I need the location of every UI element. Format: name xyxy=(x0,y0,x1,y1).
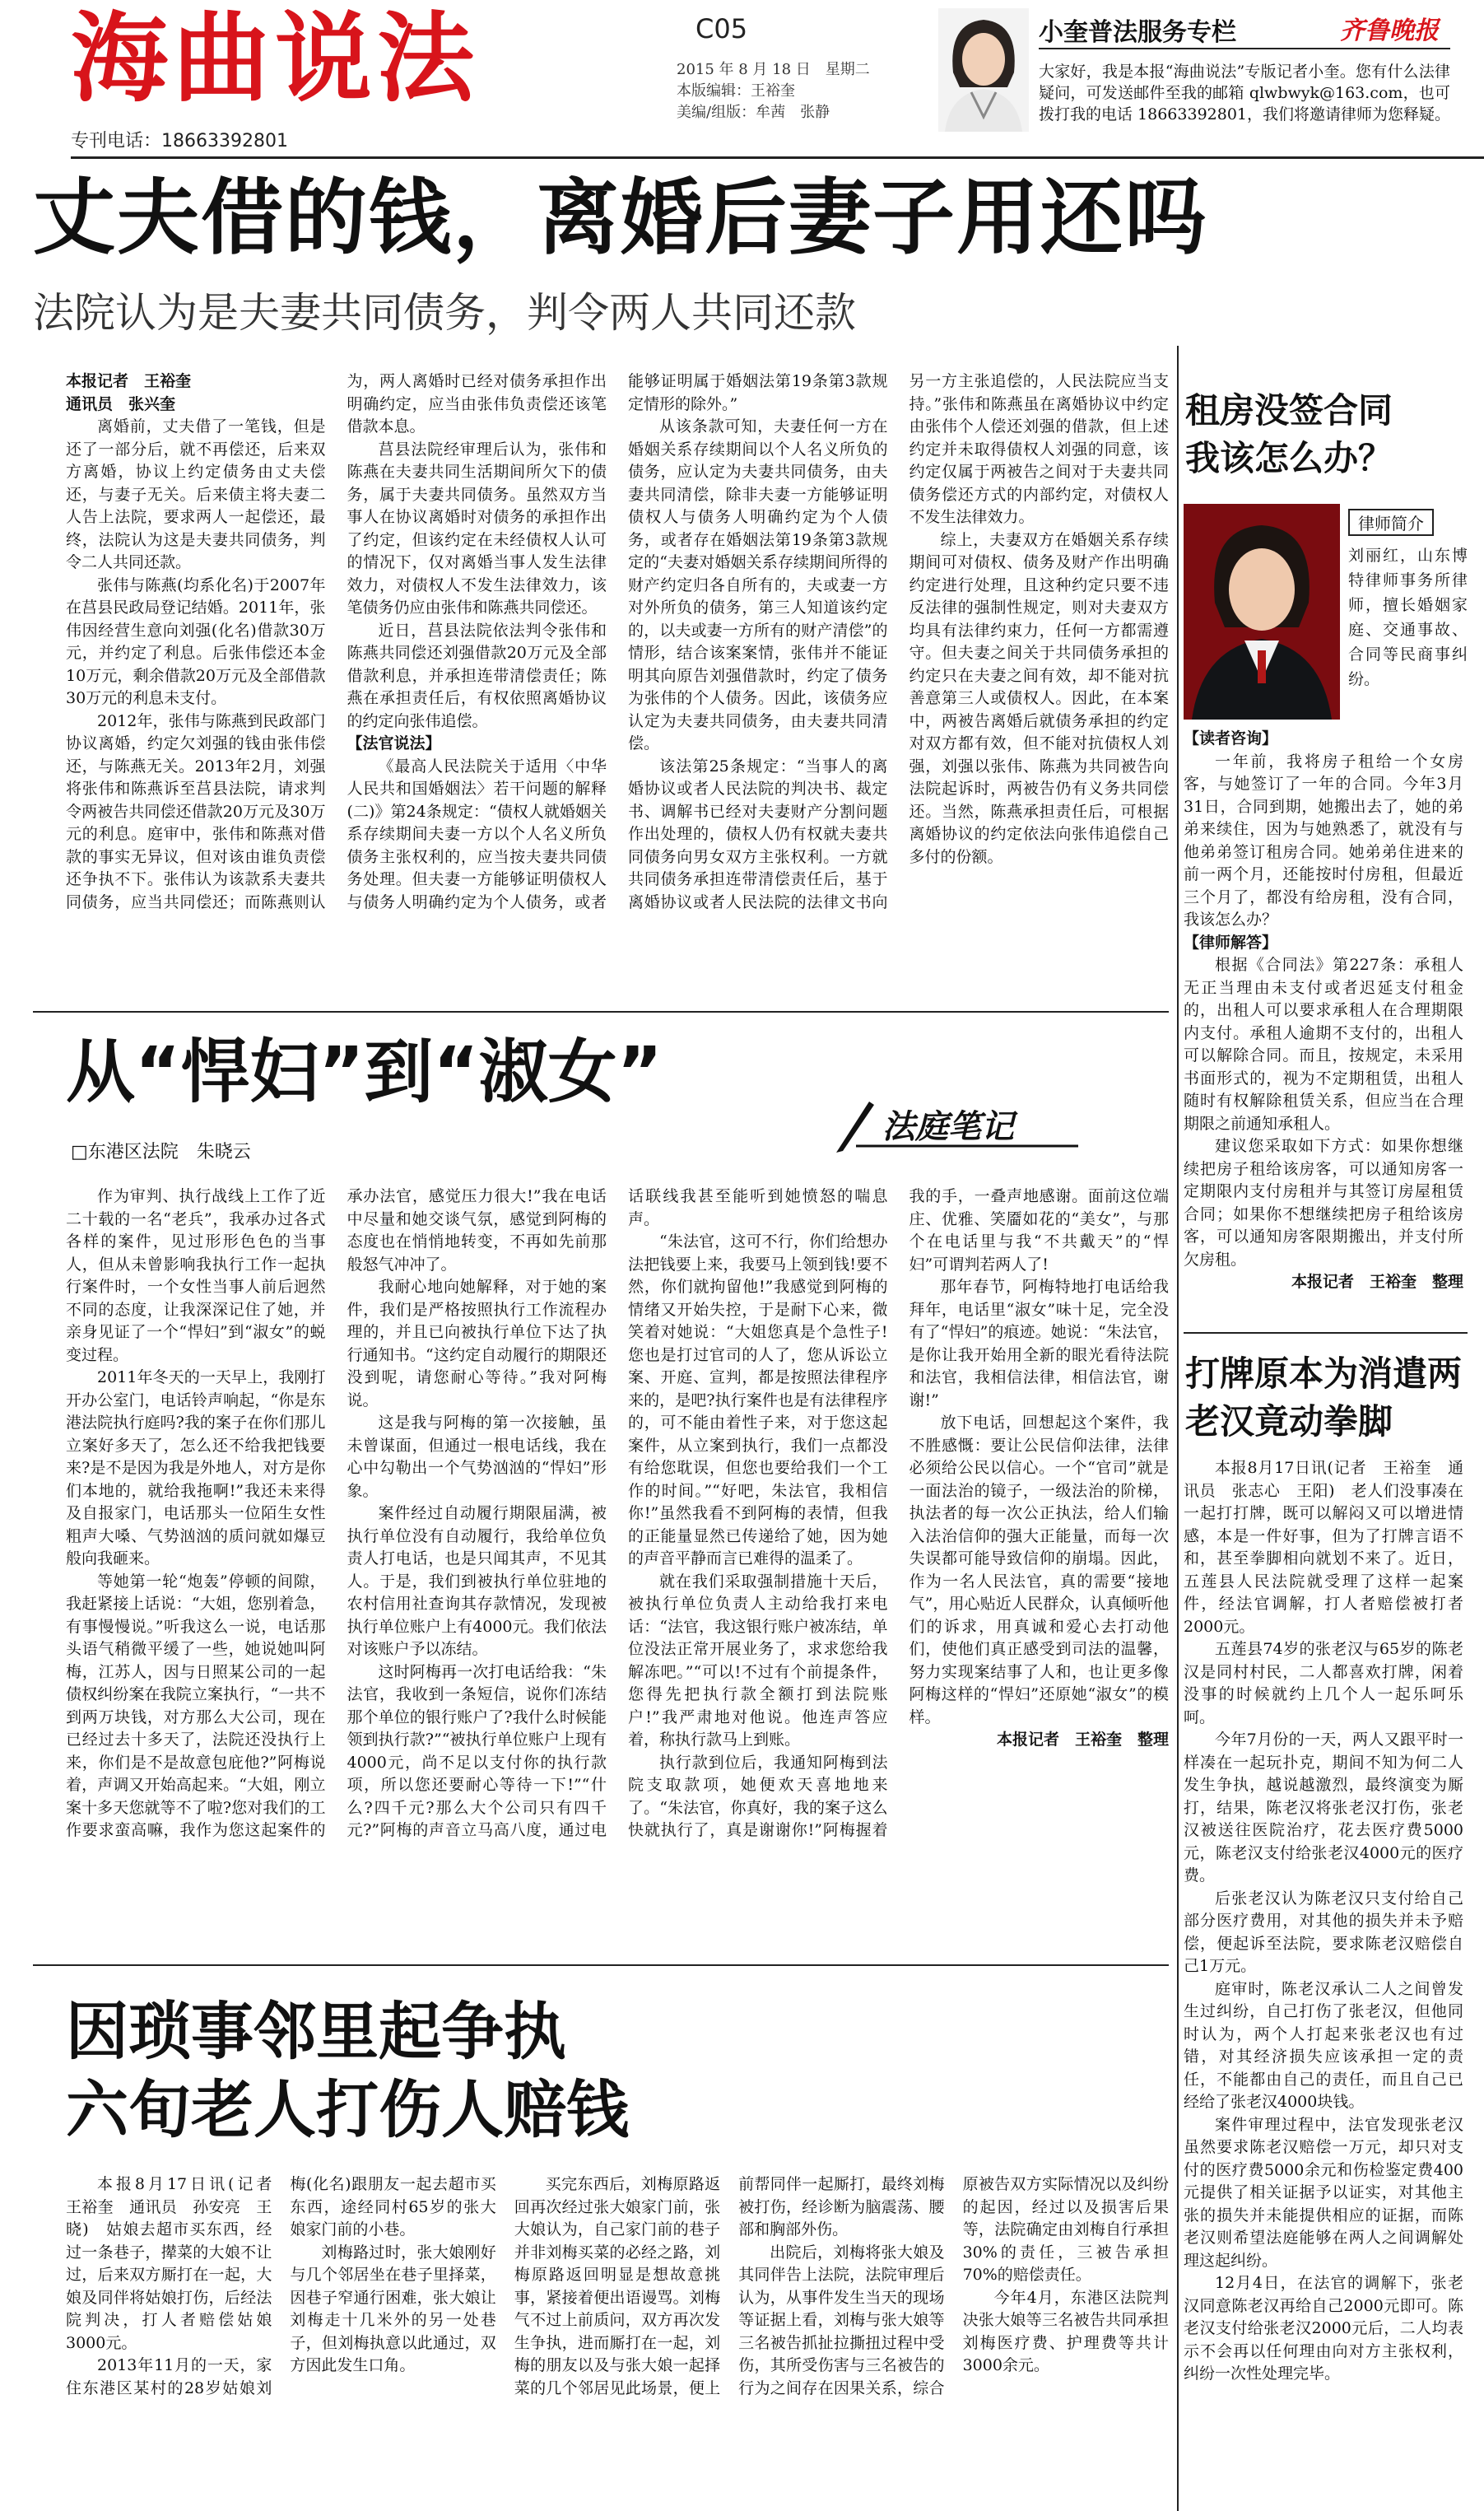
paragraph: 作为审判、执行战线上工作了近二十载的一名“老兵”，我承办过各式各样的案件，见过形形色色的当事人，但从未曾影响我执行工作一起执行案件时，一个女性当事人前后迥然不同的态度，让我深深记住了她，并亲身见证了一个“悍妇”到“淑女”的蜕变过程。 xyxy=(66,1187,326,1364)
divider xyxy=(33,1964,1169,1966)
sidebar-title: 打牌原本为消遣两老汉竟动拳脚 xyxy=(1185,1353,1463,1442)
paragraph: 这时阿梅再一次打电话给我：“朱法官，我收到一条短信，说你们冻结那个单位的银行账户了?我什么时候能领到执行款?”“被执行单位账户上现有4000元，尚不足以支付你的执行款项，所以您还要耐心等待一下!”“什么?四千元?那么大个公司只有四千元?”阿梅的声音立马高八度，通过电话联线我甚至能听到她愤怒的喘息声。 xyxy=(347,1187,888,1839)
paragraph: 2013年11月的一天，家住东港区某村的28岁姑娘刘梅(化名)跟朋友一起去超市买东西，途经同村65岁的张大娘家门前的小巷。 xyxy=(66,2175,496,2397)
paragraph: 庭审时，陈老汉承认二人之间曾发生过纠纷，自己打伤了张老汉，但他同时认为，两个人打起来张老汉也有过错，对其经济损失应该承担一定的责任，不能都由自己的责任，而且自己已经给了张老汉4000块钱。 xyxy=(1184,1979,1463,2111)
paragraph: 莒县法院经审理后认为，张伟和陈燕在夫妻共同生活期间所欠下的债务，属于夫妻共同债务。虽然双方当事人在协议离婚时对债务的承担作出了约定，但该约定在未经债权人认可的情况下，仅对离婚当事人发生法律效力，对债权人不发生法律效力，该笔债务仍应由张伟和陈燕共同偿还。 xyxy=(347,440,607,617)
paragraph: 执行款到位后，我通知阿梅到法院支取款项，她便欢天喜地地来了。“朱法官，你真好，我的案子这么快就执行了，真是谢谢你!”阿梅握着我的手，一叠声地感谢。面前这位端庄、优雅、笑靥如花的“美女”，与那个在电话里与我“不共戴天”的“悍妇”可谓判若两人了! xyxy=(628,1187,1169,1839)
sidebar-title: 租房没签合同我该怎么办？ xyxy=(1185,390,1393,478)
lead: 本报8月17日讯(记者 王裕奎 通讯员 张志心 王阳) 老人们没事凑在一起打打牌，既可以解闷又可以增进情感，本是一件好事，但为了打牌言语不和，甚至拳脚相向就划不来了。近日，五莲县人民法院就受理了这样一起案件，经法官调解，打人者赔偿被打者2000元。 xyxy=(1184,1459,1463,1636)
sidebar-qa xyxy=(1184,728,1463,1294)
answer: 建议您采取如下方式：如果你想继续把房子租给该房客，可以通知房客一定期限内支付房租并与其签订房屋租赁合同；如果你不想继续把房子租给该房客，可以通知房客限期搬出，并支付所欠房租。 xyxy=(1184,1137,1463,1269)
paragraph: 从该条款可知，夫妻任何一方在婚姻关系存续期间以个人名义所负的债务，应认定为夫妻共同债务，由夫妻共同清偿，除非夫妻一方能够证明债权人与债务人明确约定为个人债务，或者存在婚姻法第19条第3款规定的“夫妻对婚姻关系存续期间所得的财产约定归各自所有的，夫或妻一方对外所负的债务，第三人知道该约定的，以夫或妻一方所有的财产清偿”的情形，结合该案案情，张伟并不能证明其向原告刘强借款时，约定了债务为张伟的个人债务。因此，该债务应认定为夫妻共同债务，由夫妻共同清偿。 xyxy=(628,417,888,752)
divider xyxy=(1039,48,1450,49)
paragraph: 12月4日，在法官的调解下，张老汉同意陈老汉再给自己2000元即可。陈老汉支付给张老汉2000元后，二人均表示不会再以任何理由向对方主张权利，纠纷一次性处理完毕。 xyxy=(1184,2274,1463,2383)
answer-label: 【律师解答】 xyxy=(1184,933,1278,952)
answer: 根据《合同法》第227条：承租人无正当理由未支付或者迟延支付租金的，出租人可以要求承租人在合理期限内支付。承租人逾期不支付的，出租人可以解除合同。而且，按规定，未采用书面形式的，视为不定期租赁，出租人随时有权解除租赁关系，但应当在合理期限之前通知承租人。 xyxy=(1184,956,1463,1133)
main-article xyxy=(66,370,1169,996)
paragraph: 今年7月份的一天，两人又跟平时一样凑在一起玩扑克，期间不知为何二人发生争执，越说越激烈，最终演变为厮打，结果，陈老汉将张老汉打伤，张老汉被送往医院治疗，花去医疗费5000元，陈老汉支付给张老汉4000元的医疗费。 xyxy=(1184,1731,1463,1884)
lawyer-intro: 刘丽红，山东博特律师事务所律师，擅长婚姻家庭、交通事故、合同等民商事纠纷。 xyxy=(1348,547,1468,688)
issue-date: 2015 年 8 月 18 日 星期二 xyxy=(677,61,870,78)
column-intro: 大家好，我是本报“海曲说法”专版记者小奎。您有什么法律疑问，可发送邮件至我的邮箱 qlwbwyk@163.com，也可拨打我的电话 18663392801，我们将邀请律师为您释疑。 xyxy=(1039,63,1451,123)
paragraph: 案件审理过程中，法官发现张老汉虽然要求陈老汉赔偿一万元，却只对支付的医疗费5000余元和伤检鉴定费400元提供了相关证据予以证实，对其他主张的损失并未能提供相应的证据，而陈老汉则希望法庭能够在两人之间调解处理这起纠纷。 xyxy=(1184,2115,1463,2270)
lead: 本报8月17日讯(记者 王裕奎 通讯员 孙安亮 王晓) 姑娘去超市买东西，经过一条巷子，撵菜的大娘不让过，后来双方厮打在一起，大娘及同伴将姑娘打伤，后经法院判决，打人者赔偿姑娘3000元。 xyxy=(66,2175,288,2352)
question-label: 【读者咨询】 xyxy=(1184,729,1278,748)
paragraph: 2011年冬天的一天早上，我刚打开办公室门，电话铃声响起，“你是东港法院执行庭吗?我的案子在你们那儿立案好多天了，怎么还不给我把钱要来?是不是因为我是外地人，对方是你们本地的，就给我拖啊!”我还未来得及自报家门，电话那头一位陌生女性粗声大嗓、气势汹汹的质问就如爆豆般向我砸来。 xyxy=(66,1368,326,1568)
hotline: 专刊电话：18663392801 xyxy=(71,131,288,151)
paragraph: 案件经过自动履行期限届满，被执行单位没有自动履行，我给单位负责人打电话，也是只闻其声，不见其人。于是，我们到被执行单位驻地的农村信用社查询其存款情况，发现被执行单位账户上有4000元。我们依法对该账户予以冻结。 xyxy=(347,1504,607,1658)
paragraph: 张伟与陈燕(均系化名)于2007年在莒县民政局登记结婚。2011年，张伟因经营生意向刘强(化名)借款30万元，并约定了利息。后张伟偿还本金10万元，剩余借款20万元及全部借款30万元的利息未支付。 xyxy=(66,575,326,707)
paper-logo: 齐鲁晚报 xyxy=(1340,16,1439,45)
divider xyxy=(71,156,1484,159)
section-title: 海曲说法 xyxy=(71,2,480,115)
lawyer-photo xyxy=(1184,504,1340,720)
masthead xyxy=(0,0,1484,156)
lawyer-badge: 律师简介 xyxy=(1348,509,1434,536)
feature-title: 从“悍妇”到“淑女” xyxy=(66,1032,663,1112)
column-logo xyxy=(831,1100,1083,1154)
editor: 本版编辑：王裕奎 xyxy=(677,82,795,100)
paragraph: 今年4月，东港区法院判决张大娘等三名被告共同承担刘梅医疗费、护理费等共计3000余元。 xyxy=(962,2288,1169,2374)
byline: 本报记者 王裕奎 xyxy=(66,372,192,390)
paragraph: 《最高人民法院关于适用〈中华人民共和国婚姻法〉若干问题的解释(二)》第24条规定：“债权人就婚姻关系存续期间夫妻一方以个人名义所负债务主张权利的，应当按夫妻共同债务处理。但夫妻一方能够证明债权人与债务人明确约定为个人债务，或者能够证明属于婚姻法第19条第3款规定情形的除外。” xyxy=(347,372,888,911)
feature-byline: □东港区法院 朱晓云 xyxy=(71,1142,251,1162)
feature-article xyxy=(66,1186,1169,1943)
paragraph: 综上，夫妻双方在婚姻关系存续期间可对债权、债务及财产作出明确约定进行处理，且这种约定只要不违反法律的强制性规定，则对夫妻双方均具有法律约束力，任何一方都需遵守。但夫妻之间关于共同债务承担的约定只在夫妻之间有效，却不能对抗善意第三人或债权人。因此，在本案中，两被告离婚后就债务承担的约定对双方都有效，但不能对抗债权人刘强，刘强以张伟、陈燕为共同被告向法院起诉时，两被告仍有义务共同偿还。当然，陈燕承担责任后，可根据离婚协议的约定依法向张伟追偿自己多付的份额。 xyxy=(909,530,1169,866)
divider xyxy=(1177,346,1179,2511)
paragraph: 我耐心地向她解释，对于她的案件，我们是严格按照执行工作流程办理的，并且已向被执行单位下达了执行通知书。“这约定自动履行的期限还没到呢，请您耐心等待。”我对阿梅说。 xyxy=(347,1278,607,1409)
paragraph: 等她第一轮“炮轰”停顿的间隙，我赶紧接上话说：“大姐，您别着急，有事慢慢说。”听我这么一说，电话那头语气稍微平缓了一些，她说她叫阿梅，江苏人，因与日照某公司的一起债权纠纷案在我院立案执行，“一共不到两万块钱，对方那么大公司，现在已经过去十多天了，法院还没执行上来，你们是不是故意包庇他?”阿梅说着，声调又开始高起来。“大姐，刚立案十多天您就等不了啦?您对我们的工作要求蛮高嘛，我作为您这起案件的承办法官，感觉压力很大!”我在电话中尽量和她交谈气氛，感觉到阿梅的态度也在悄悄地转变，不再如先前那般怒气冲冲了。 xyxy=(66,1187,607,1839)
paragraph: 后张老汉认为陈老汉只支付给自己部分医疗费用，对其他的损失并未予赔偿，便起诉至法院，要求陈老汉赔偿自己1万元。 xyxy=(1184,1889,1463,1975)
paragraph: 放下电话，回想起这个案件，我不胜感慨：要让公民信仰法律，法律必须给公民以信心。一个“官司”就是一面法治的镜子，一级法治的阶梯，执法者的每一次公正执法，给人们输入法治信仰的强大正能量，而每一次失误都可能导致信仰的崩塌。因此，作为一名人民法官，真的需要“接地气”，用心贴近人民群众，认真倾听他们的诉求，用真诚和爱心去打动他们，使他们真正感受到司法的温馨，努力实现案结事了人和，也让更多像阿梅这样的“悍妇”还原她“淑女”的模样。 xyxy=(909,1414,1169,1726)
column-title: 小奎普法服务专栏 xyxy=(1039,18,1236,47)
paragraph: 近日，莒县法院依法判令张伟和陈燕共同偿还刘强借款20万元及全部借款利息，并承担连带清偿责任；陈燕在承担责任后，有权依照离婚协议的约定向张伟追偿。 xyxy=(347,621,607,730)
divider xyxy=(33,1011,1169,1013)
paragraph: 买完东西后，刘梅原路返回再次经过张大娘家门前，张大娘认为，自己家门前的巷子并非刘梅买菜的必经之路，刘梅原路返回明显是想故意挑事，紧接着便出语谩骂。刘梅气不过上前质问，双方再次发生争执，进而厮打在一起，刘梅的朋友以及与张大娘一起择菜的几个邻居见此场景，便上前帮同伴一起厮打，最终刘梅被打伤，经诊断为脑震荡、腰部和胸部外伤。 xyxy=(514,2175,945,2397)
news-article xyxy=(66,2173,1169,2503)
divider xyxy=(1184,1332,1468,1334)
question: 一年前，我将房子租给一个女房客，与她签订了一年的合同。今年3月31日，合同到期，她搬出去了，她的弟弟来续住，因为与她熟悉了，就没有与他弟弟签订租房合同。她弟弟住进来的前一两个月，还能按时付房租，但最近三个月了，都没有给房租，没有合同，我该怎么办？ xyxy=(1184,752,1463,929)
news-title xyxy=(66,1992,629,2149)
paragraph: “朱法官，这可不行，你们给想办法把钱要上来，我要马上领到钱!要不然，你们就拘留他!”我感觉到阿梅的情绪又开始失控，于是耐下心来，微笑着对她说：“大姐您真是个急性子!您也是打过官司的人了，您从诉讼立案、开庭、宣判，都是按照法律程序来的，是吧?执行案件也是有法律程序的，可不能由着性子来，对于您这起案件，从立案到执行，我们一点都没有给您耽误，但您也要给我们一个工作的时间。”“好吧，朱法官，我相信你!”虽然我看不到阿梅的表情，但我的正能量显然已传递给了她，因为她的声音平静而言已难得的温柔了。 xyxy=(628,1232,888,1568)
paragraph: 出院后，刘梅将张大娘及其同伴告上法院，法院审理后认为，从事件发生当天的现场等证据上看，刘梅与张大娘等三名被告抓扯拉撕扭过程中受伤，其所受伤害与三名被告的行为之间存在因果关系，综合原被告双方实际情况以及纠纷的起因，经过以及损害后果等，法院确定由刘梅自行承担30%的责任，三被告承担70%的赔偿责任。 xyxy=(738,2175,1169,2397)
byline: 本报记者 王裕奎 整理 xyxy=(996,1731,1169,1749)
column-label: 法庭笔记 xyxy=(882,1107,1014,1146)
paragraph: 五莲县74岁的张老汉与65岁的陈老汉是同村村民，二人都喜欢打牌，闲着没事的时候就约上几个人一起乐呵乐呵。 xyxy=(1184,1640,1463,1726)
page-info xyxy=(677,59,870,123)
subheadline: 法院认为是夫妻共同债务，判令两人共同还款 xyxy=(33,289,856,337)
paragraph: 离婚前，丈夫借了一笔钱，但是还了一部分后，就不再偿还，后来双方离婚，协议上约定债务由丈夫偿还，与妻子无关。后来债主将夫妻二人告上法院，要求两人一起偿还，最终，法院认为这是夫妻共同债务，判令二人共同还款。 xyxy=(66,417,326,571)
news-title-line: 六旬老人打伤人赔钱 xyxy=(66,2073,629,2146)
news-title-line: 因琐事邻里起争执 xyxy=(66,1995,566,2068)
paragraph: 那年春节，阿梅特地打电话给我拜年，电话里“淑女”味十足，完全没有了“悍妇”的痕迹。她说：“朱法官，是你让我开始用全新的眼光看待法院和法官，我相信法律，相信法官，谢谢!” xyxy=(909,1278,1169,1409)
art-editor: 美编/组版：牟茜 张静 xyxy=(677,104,830,121)
sidebar-article xyxy=(1184,1457,1463,2386)
byline: 本报记者 王裕奎 整理 xyxy=(1291,1273,1463,1291)
byline: 通讯员 张兴奎 xyxy=(66,394,176,413)
paragraph: 就在我们采取强制措施十天后，被执行单位负责人主动给我打来电话：“法官，我这银行账户被冻结，单位没法正常开展业务了，求求您给我解冻吧。”“可以!不过有个前提条件，您得先把执行款全额打到法院账户!”我严肃地对他说。他连声答应着，称执行款马上到账。 xyxy=(628,1572,888,1749)
paragraph: 2012年，张伟与陈燕到民政部门协议离婚，约定欠刘强的钱由张伟偿还，与陈燕无关。2013年2月，刘强将张伟和陈燕诉至莒县法院，请求判令两被告共同偿还借款20万元及30万元的利息。庭审中，张伟和陈燕对借款的事实无异议，但对该由谁负责偿还争执不下。张伟认为该款系夫妻共同债务，应当共同偿还；而陈燕则认为，两人离婚时已经对债务承担作出明确约定，应当由张伟负责偿还该笔借款本息。 xyxy=(66,372,607,911)
headline: 丈夫借的钱，离婚后妻子用还吗 xyxy=(33,170,1208,266)
page-number: C05 xyxy=(695,13,748,44)
reporter-photo xyxy=(938,8,1029,132)
paragraph: 这是我与阿梅的第一次接触，虽未曾谋面，但通过一根电话线，我在心中勾勒出一个气势汹汹的“悍妇”形象。 xyxy=(347,1414,607,1500)
paragraph: 该法第25条规定：“当事人的离婚协议或者人民法院的判决书、裁定书、调解书已经对夫妻财产分割问题作出处理的，债权人仍有权就夫妻共同债务向男女双方主张权利。一方就共同债务承担连带清偿责任后，基于离婚协议或者人民法院的法律文书向另一方主张追偿的，人民法院应当支持。”张伟和陈燕虽在离婚协议中约定由张伟个人偿还刘强的借款，但上述约定并未取得债权人刘强的同意，该约定仅属于两被告之间对于夫妻共同债务偿还方式的内部约定，对债权人不发生法律效力。 xyxy=(628,372,1169,911)
paragraph: 刘梅路过时，张大娘刚好与几个邻居坐在巷子里择菜，因巷子窄通行困难，张大娘让刘梅走十几米外的另一处巷子，但刘梅执意以此通过，双方因此发生口角。 xyxy=(290,2243,496,2374)
subheading: 【法官说法】 xyxy=(347,734,441,752)
